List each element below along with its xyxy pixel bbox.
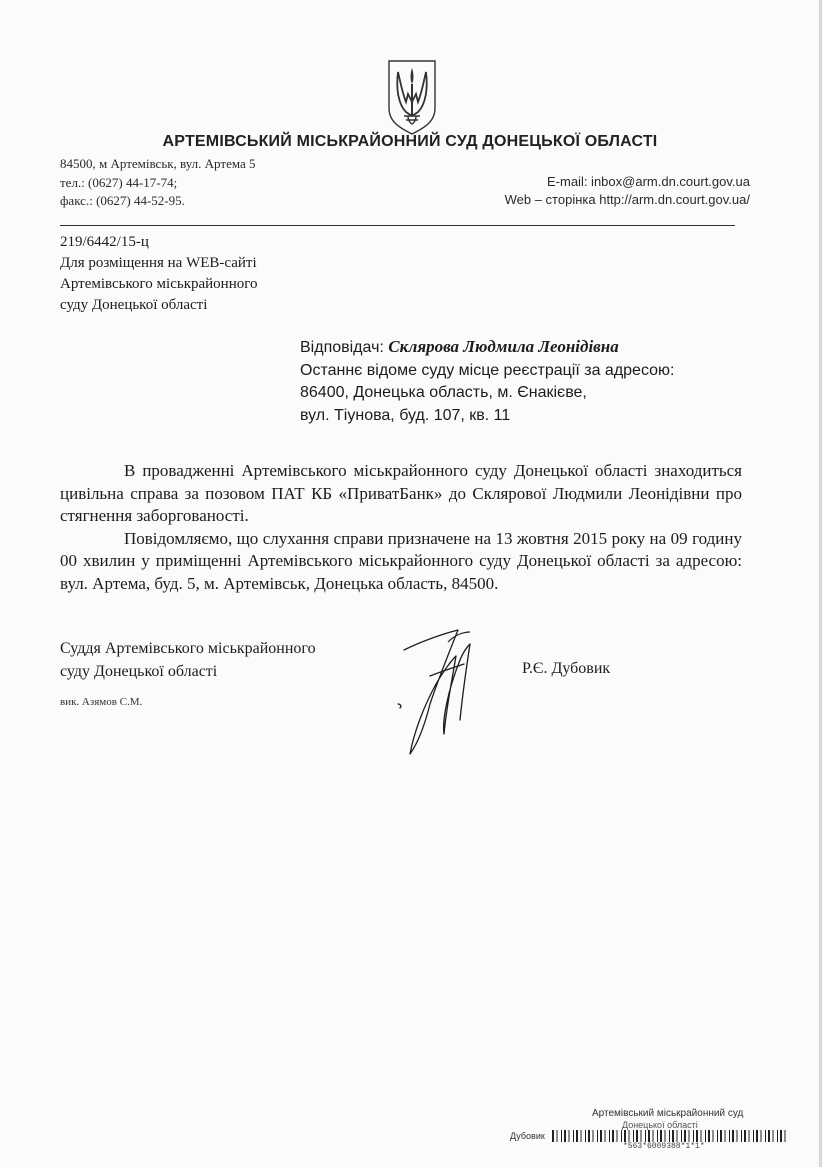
- court-email: E-mail: inbox@arm.dn.court.gov.ua: [547, 174, 750, 189]
- judge-title-line-1: Суддя Артемівського міськрайонного: [60, 640, 316, 657]
- stamp-code: *563*6009388*1*1*: [623, 1142, 705, 1151]
- trident-coat-of-arms-icon: [386, 58, 438, 136]
- handwritten-signature-icon: [390, 620, 490, 760]
- judge-name: Р.Є. Дубовик: [522, 660, 611, 677]
- addressee-line-4: вул. Тіунова, буд. 107, кв. 11: [300, 406, 511, 424]
- reference-block: [60, 232, 258, 316]
- header-divider: [60, 225, 735, 226]
- court-address: 84500, м Артемівськ, вул. Артема 5: [60, 156, 256, 171]
- addressee-name: Склярова Людмила Леонідівна: [388, 337, 619, 356]
- purpose-line-1: Для розміщення на WEB-сайті: [60, 255, 257, 271]
- court-name: АРТЕМІВСЬКИЙ МІСЬКРАЙОННИЙ СУД ДОНЕЦЬКОЇ ОБЛАСТІ: [162, 133, 658, 150]
- addressee-block: [300, 336, 674, 427]
- judge-title: [60, 638, 316, 683]
- executor-note: вик. Азямов С.М.: [60, 696, 143, 708]
- purpose-line-3: суду Донецької області: [60, 297, 208, 313]
- stamp-court-name: Артемівський міськрайонний суд: [592, 1108, 744, 1119]
- stamp-judge: Дубовик: [510, 1131, 545, 1141]
- addressee-role-label: Відповідач:: [300, 339, 389, 356]
- addressee-line-2: Останнє відоме суду місце реєстрації за адресою:: [300, 361, 675, 379]
- notice-paragraph-1: В провадженні Артемівського міськрайонного суду Донецької області знаходиться цивільна справа за позовом ПАТ КБ «ПриватБанк» до Склярової Людмили Леонідівни про стягнення заборгованості.: [60, 461, 742, 525]
- barcode-icon: [552, 1130, 786, 1142]
- case-number: 219/6442/15-ц: [60, 234, 149, 250]
- stamp-region: Донецької області: [622, 1120, 698, 1130]
- court-phone: тел.: (0627) 44-17-74;: [60, 175, 178, 190]
- addressee-line-3: 86400, Донецька область, м. Єнакієве,: [300, 384, 587, 401]
- notice-body: [60, 460, 742, 595]
- purpose-line-2: Артемівського міськрайонного: [60, 276, 258, 292]
- court-fax: факс.: (0627) 44-52-95.: [60, 193, 185, 208]
- judge-title-line-2: суду Донецької області: [60, 662, 218, 680]
- court-website: Web – сторінка http://arm.dn.court.gov.ua/: [504, 192, 750, 207]
- notice-paragraph-2: Повідомляємо, що слухання справи призначене на 13 жовтня 2015 року на 09 годину 00 хвилин у приміщенні Артемівського міськрайонного суду Донецької області за адресою: вул. Артема, буд. 5, м. Артемівськ, Донецька область, 84500.: [60, 528, 742, 593]
